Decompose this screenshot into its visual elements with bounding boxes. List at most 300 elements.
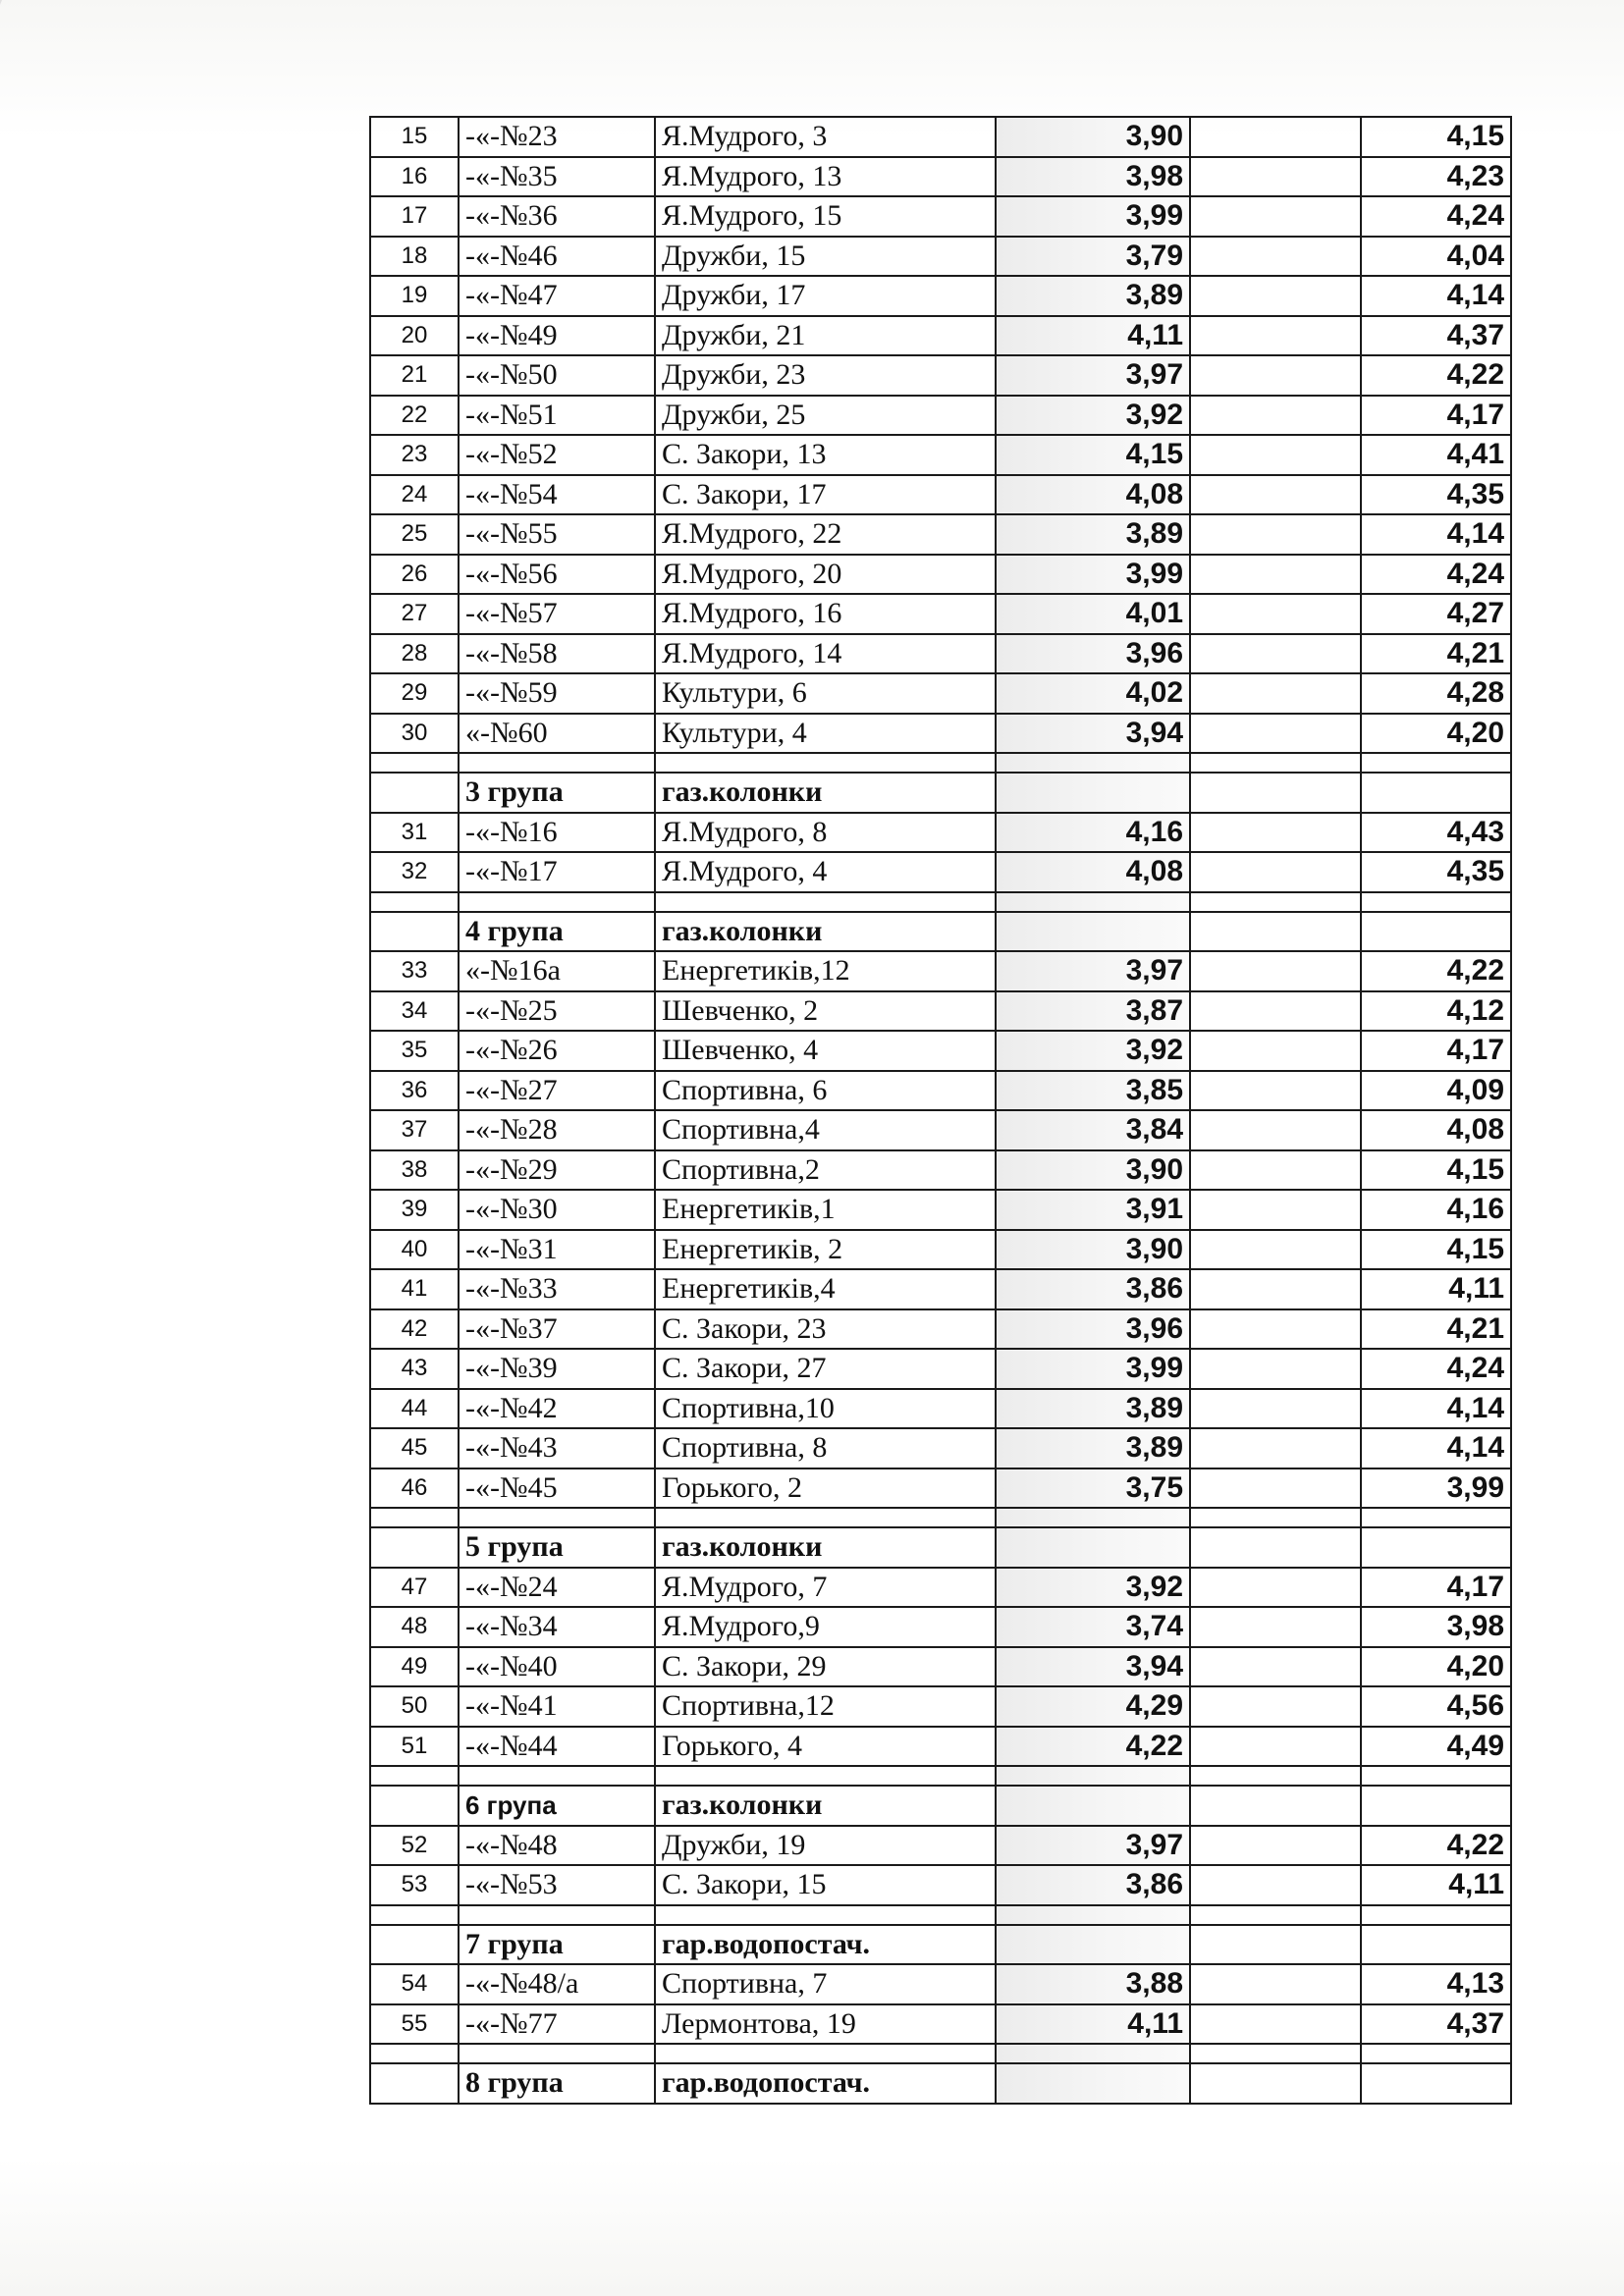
empty-cell xyxy=(1190,813,1361,853)
address: Я.Мудрого, 8 xyxy=(655,813,996,853)
table-row xyxy=(370,1309,1511,1350)
table-row xyxy=(370,1150,1511,1191)
tariff-value-2: 3,98 xyxy=(1361,1607,1511,1647)
tariff-value-2: 4,24 xyxy=(1361,555,1511,595)
empty-cell xyxy=(1361,773,1511,813)
tariff-value-1: 3,96 xyxy=(996,634,1190,674)
empty-cell xyxy=(1190,1527,1361,1568)
address: Спортивна,12 xyxy=(655,1686,996,1727)
object-ref: -«-№51 xyxy=(459,396,655,436)
empty-cell xyxy=(1361,2044,1511,2063)
tariff-value-1: 3,90 xyxy=(996,117,1190,157)
empty-cell xyxy=(370,2063,459,2104)
table-row xyxy=(370,1468,1511,1509)
empty-cell xyxy=(370,1766,459,1786)
tariff-value-1: 3,90 xyxy=(996,1230,1190,1270)
tariff-value-2: 4,24 xyxy=(1361,196,1511,237)
tariff-value-1: 3,74 xyxy=(996,1607,1190,1647)
empty-cell xyxy=(996,1527,1190,1568)
spacer-row xyxy=(370,1508,1511,1527)
row-number: 41 xyxy=(370,1269,459,1309)
address: Горького, 2 xyxy=(655,1468,996,1509)
tariff-value-2: 4,37 xyxy=(1361,316,1511,356)
empty-cell xyxy=(996,892,1190,912)
empty-cell xyxy=(1190,1568,1361,1608)
empty-cell xyxy=(1190,1786,1361,1826)
table-row xyxy=(370,1071,1511,1111)
empty-cell xyxy=(1190,1110,1361,1150)
group-title: 3 група xyxy=(459,773,655,813)
empty-cell xyxy=(1190,157,1361,197)
address: Дружби, 15 xyxy=(655,237,996,277)
group-type: газ.колонки xyxy=(655,1786,996,1826)
empty-cell xyxy=(996,1766,1190,1786)
table-row xyxy=(370,355,1511,396)
row-number: 30 xyxy=(370,714,459,754)
tariff-value-1: 4,16 xyxy=(996,813,1190,853)
object-ref: «-№16а xyxy=(459,951,655,991)
empty-cell xyxy=(1361,912,1511,952)
empty-cell xyxy=(996,2063,1190,2104)
row-number: 29 xyxy=(370,673,459,714)
tariff-value-1: 3,89 xyxy=(996,1428,1190,1468)
address: Спортивна,4 xyxy=(655,1110,996,1150)
address: Я.Мудрого, 3 xyxy=(655,117,996,157)
empty-cell xyxy=(1361,1786,1511,1826)
empty-cell xyxy=(459,1508,655,1527)
table-row xyxy=(370,991,1511,1032)
address: С. Закори, 17 xyxy=(655,475,996,515)
tariff-value-1: 3,98 xyxy=(996,157,1190,197)
spacer-row xyxy=(370,2044,1511,2063)
empty-cell xyxy=(655,753,996,773)
object-ref: -«-№26 xyxy=(459,1031,655,1071)
object-ref: -«-№59 xyxy=(459,673,655,714)
tariff-value-1: 3,84 xyxy=(996,1110,1190,1150)
tariff-value-1: 4,22 xyxy=(996,1727,1190,1767)
empty-cell xyxy=(1190,237,1361,277)
object-ref: -«-№55 xyxy=(459,514,655,555)
table-row xyxy=(370,951,1511,991)
empty-cell xyxy=(1190,2063,1361,2104)
empty-cell xyxy=(1190,1468,1361,1509)
address: Горького, 4 xyxy=(655,1727,996,1767)
empty-cell xyxy=(1190,316,1361,356)
address: Я.Мудрого, 15 xyxy=(655,196,996,237)
address: С. Закори, 29 xyxy=(655,1647,996,1687)
table-row xyxy=(370,276,1511,316)
tariff-value-2: 4,21 xyxy=(1361,634,1511,674)
tariff-value-2: 4,09 xyxy=(1361,1071,1511,1111)
tariff-value-1: 3,89 xyxy=(996,514,1190,555)
row-number: 47 xyxy=(370,1568,459,1608)
tariff-value-1: 3,85 xyxy=(996,1071,1190,1111)
empty-cell xyxy=(1190,1031,1361,1071)
empty-cell xyxy=(1190,276,1361,316)
table-row xyxy=(370,1031,1511,1071)
object-ref: -«-№33 xyxy=(459,1269,655,1309)
tariff-value-1: 3,94 xyxy=(996,1647,1190,1687)
tariff-value-2: 4,12 xyxy=(1361,991,1511,1032)
empty-cell xyxy=(370,773,459,813)
row-number: 40 xyxy=(370,1230,459,1270)
group-type: газ.колонки xyxy=(655,1527,996,1568)
empty-cell xyxy=(996,753,1190,773)
tariff-value-2: 4,23 xyxy=(1361,157,1511,197)
empty-cell xyxy=(1190,912,1361,952)
empty-cell xyxy=(1190,555,1361,595)
object-ref: -«-№52 xyxy=(459,435,655,475)
object-ref: -«-№37 xyxy=(459,1309,655,1350)
table-row xyxy=(370,1428,1511,1468)
tariff-value-1: 4,02 xyxy=(996,673,1190,714)
address: Культури, 6 xyxy=(655,673,996,714)
tariff-value-1: 4,11 xyxy=(996,2004,1190,2045)
table-row xyxy=(370,813,1511,853)
empty-cell xyxy=(1190,196,1361,237)
table-body xyxy=(370,117,1511,2104)
empty-cell xyxy=(1190,1727,1361,1767)
empty-cell xyxy=(370,912,459,952)
object-ref: -«-№29 xyxy=(459,1150,655,1191)
object-ref: -«-№35 xyxy=(459,157,655,197)
empty-cell xyxy=(1190,117,1361,157)
empty-cell xyxy=(1361,892,1511,912)
group-title: 7 група xyxy=(459,1925,655,1965)
row-number: 34 xyxy=(370,991,459,1032)
tariff-value-2: 4,41 xyxy=(1361,435,1511,475)
empty-cell xyxy=(996,912,1190,952)
address: С. Закори, 13 xyxy=(655,435,996,475)
tariff-value-2: 4,14 xyxy=(1361,276,1511,316)
table-row xyxy=(370,1607,1511,1647)
table-row xyxy=(370,316,1511,356)
address: Спортивна,2 xyxy=(655,1150,996,1191)
row-number: 26 xyxy=(370,555,459,595)
tariff-value-2: 4,17 xyxy=(1361,396,1511,436)
tariff-value-1: 3,97 xyxy=(996,1826,1190,1866)
empty-cell xyxy=(1190,753,1361,773)
address: Енергетиків,1 xyxy=(655,1190,996,1230)
table-row xyxy=(370,396,1511,436)
tariff-value-1: 3,89 xyxy=(996,276,1190,316)
group-type: газ.колонки xyxy=(655,912,996,952)
table-row xyxy=(370,714,1511,754)
object-ref: -«-№36 xyxy=(459,196,655,237)
address: Дружби, 17 xyxy=(655,276,996,316)
row-number: 37 xyxy=(370,1110,459,1150)
empty-cell xyxy=(370,1905,459,1925)
row-number: 39 xyxy=(370,1190,459,1230)
row-number: 21 xyxy=(370,355,459,396)
tariff-value-1: 4,08 xyxy=(996,475,1190,515)
group-header-row xyxy=(370,773,1511,813)
row-number: 17 xyxy=(370,196,459,237)
tariff-value-1: 3,86 xyxy=(996,1865,1190,1905)
tariff-value-1: 3,79 xyxy=(996,237,1190,277)
empty-cell xyxy=(1190,1686,1361,1727)
address: Я.Мудрого, 14 xyxy=(655,634,996,674)
table-row xyxy=(370,2004,1511,2045)
object-ref: -«-№28 xyxy=(459,1110,655,1150)
row-number: 46 xyxy=(370,1468,459,1509)
empty-cell xyxy=(1190,1766,1361,1786)
empty-cell xyxy=(996,1905,1190,1925)
empty-cell xyxy=(1190,1269,1361,1309)
object-ref: -«-№48/а xyxy=(459,1964,655,2004)
tariff-value-1: 3,97 xyxy=(996,355,1190,396)
object-ref: -«-№50 xyxy=(459,355,655,396)
empty-cell xyxy=(1190,1071,1361,1111)
address: С. Закори, 27 xyxy=(655,1349,996,1389)
empty-cell xyxy=(459,892,655,912)
address: Я.Мудрого, 16 xyxy=(655,594,996,634)
empty-cell xyxy=(1190,1647,1361,1687)
tariff-value-2: 4,15 xyxy=(1361,1150,1511,1191)
object-ref: -«-№49 xyxy=(459,316,655,356)
table-row xyxy=(370,594,1511,634)
empty-cell xyxy=(1190,514,1361,555)
row-number: 28 xyxy=(370,634,459,674)
empty-cell xyxy=(1190,673,1361,714)
empty-cell xyxy=(1190,892,1361,912)
empty-cell xyxy=(996,1508,1190,1527)
address: Енергетиків, 2 xyxy=(655,1230,996,1270)
empty-cell xyxy=(1190,2004,1361,2045)
empty-cell xyxy=(1361,2063,1511,2104)
tariff-value-2: 4,35 xyxy=(1361,475,1511,515)
table-row xyxy=(370,475,1511,515)
row-number: 50 xyxy=(370,1686,459,1727)
tariff-value-2: 4,14 xyxy=(1361,1428,1511,1468)
address: С. Закори, 23 xyxy=(655,1309,996,1350)
address: Енергетиків,12 xyxy=(655,951,996,991)
tariff-table xyxy=(369,116,1512,2105)
row-number: 53 xyxy=(370,1865,459,1905)
spacer-row xyxy=(370,753,1511,773)
tariff-value-2: 4,22 xyxy=(1361,1826,1511,1866)
empty-cell xyxy=(1190,1865,1361,1905)
row-number: 36 xyxy=(370,1071,459,1111)
table-row xyxy=(370,1686,1511,1727)
tariff-value-1: 3,96 xyxy=(996,1309,1190,1350)
tariff-value-2: 4,17 xyxy=(1361,1031,1511,1071)
object-ref: -«-№43 xyxy=(459,1428,655,1468)
row-number: 16 xyxy=(370,157,459,197)
row-number: 32 xyxy=(370,852,459,892)
tariff-value-2: 4,35 xyxy=(1361,852,1511,892)
tariff-value-2: 4,20 xyxy=(1361,714,1511,754)
row-number: 44 xyxy=(370,1389,459,1429)
tariff-value-2: 4,27 xyxy=(1361,594,1511,634)
object-ref: -«-№27 xyxy=(459,1071,655,1111)
empty-cell xyxy=(1361,753,1511,773)
tariff-value-2: 4,49 xyxy=(1361,1727,1511,1767)
address: Я.Мудрого, 22 xyxy=(655,514,996,555)
empty-cell xyxy=(1361,1925,1511,1965)
empty-cell xyxy=(996,1786,1190,1826)
group-header-row xyxy=(370,2063,1511,2104)
row-number: 15 xyxy=(370,117,459,157)
tariff-value-2: 4,14 xyxy=(1361,514,1511,555)
object-ref: -«-№16 xyxy=(459,813,655,853)
tariff-value-1: 3,90 xyxy=(996,1150,1190,1191)
empty-cell xyxy=(1190,1905,1361,1925)
empty-cell xyxy=(996,773,1190,813)
spacer-row xyxy=(370,1905,1511,1925)
empty-cell xyxy=(655,1508,996,1527)
group-type: гар.водопостач. xyxy=(655,1925,996,1965)
address: Дружби, 19 xyxy=(655,1826,996,1866)
object-ref: «-№60 xyxy=(459,714,655,754)
object-ref: -«-№54 xyxy=(459,475,655,515)
empty-cell xyxy=(1190,396,1361,436)
row-number: 24 xyxy=(370,475,459,515)
row-number: 43 xyxy=(370,1349,459,1389)
empty-cell xyxy=(370,753,459,773)
table-row xyxy=(370,196,1511,237)
row-number: 48 xyxy=(370,1607,459,1647)
empty-cell xyxy=(459,1905,655,1925)
table-row xyxy=(370,673,1511,714)
object-ref: -«-№34 xyxy=(459,1607,655,1647)
row-number: 19 xyxy=(370,276,459,316)
tariff-value-2: 4,28 xyxy=(1361,673,1511,714)
tariff-value-1: 3,92 xyxy=(996,396,1190,436)
tariff-value-1: 4,01 xyxy=(996,594,1190,634)
empty-cell xyxy=(1190,1230,1361,1270)
address: Спортивна, 6 xyxy=(655,1071,996,1111)
object-ref: -«-№24 xyxy=(459,1568,655,1608)
address: С. Закори, 15 xyxy=(655,1865,996,1905)
object-ref: -«-№25 xyxy=(459,991,655,1032)
tariff-value-1: 3,88 xyxy=(996,1964,1190,2004)
object-ref: -«-№57 xyxy=(459,594,655,634)
table-row xyxy=(370,1230,1511,1270)
table-row xyxy=(370,435,1511,475)
address: Шевченко, 2 xyxy=(655,991,996,1032)
empty-cell xyxy=(370,1925,459,1965)
empty-cell xyxy=(655,1766,996,1786)
tariff-value-2: 4,08 xyxy=(1361,1110,1511,1150)
row-number: 23 xyxy=(370,435,459,475)
row-number: 49 xyxy=(370,1647,459,1687)
row-number: 42 xyxy=(370,1309,459,1350)
object-ref: -«-№45 xyxy=(459,1468,655,1509)
address: Я.Мудрого, 4 xyxy=(655,852,996,892)
table-row xyxy=(370,555,1511,595)
empty-cell xyxy=(1190,714,1361,754)
object-ref: -«-№58 xyxy=(459,634,655,674)
empty-cell xyxy=(370,2044,459,2063)
empty-cell xyxy=(1190,951,1361,991)
spacer-row xyxy=(370,892,1511,912)
row-number: 52 xyxy=(370,1826,459,1866)
table-row xyxy=(370,237,1511,277)
table-row xyxy=(370,1110,1511,1150)
tariff-value-2: 3,99 xyxy=(1361,1468,1511,1509)
tariff-value-1: 3,87 xyxy=(996,991,1190,1032)
tariff-value-1: 3,99 xyxy=(996,1349,1190,1389)
object-ref: -«-№56 xyxy=(459,555,655,595)
row-number: 27 xyxy=(370,594,459,634)
table-row xyxy=(370,1190,1511,1230)
group-header-row xyxy=(370,1786,1511,1826)
table-row xyxy=(370,1269,1511,1309)
empty-cell xyxy=(655,2044,996,2063)
address: Дружби, 21 xyxy=(655,316,996,356)
tariff-value-2: 4,15 xyxy=(1361,117,1511,157)
empty-cell xyxy=(370,1786,459,1826)
row-number: 54 xyxy=(370,1964,459,2004)
tariff-value-1: 3,86 xyxy=(996,1269,1190,1309)
tariff-value-2: 4,22 xyxy=(1361,355,1511,396)
table-row xyxy=(370,1865,1511,1905)
address: Дружби, 23 xyxy=(655,355,996,396)
empty-cell xyxy=(1190,1925,1361,1965)
row-number: 38 xyxy=(370,1150,459,1191)
empty-cell xyxy=(459,753,655,773)
address: Культури, 4 xyxy=(655,714,996,754)
tariff-value-2: 4,14 xyxy=(1361,1389,1511,1429)
tariff-value-1: 4,15 xyxy=(996,435,1190,475)
object-ref: -«-№31 xyxy=(459,1230,655,1270)
row-number: 25 xyxy=(370,514,459,555)
table-row xyxy=(370,1647,1511,1687)
table-row xyxy=(370,1568,1511,1608)
table-row xyxy=(370,852,1511,892)
empty-cell xyxy=(370,892,459,912)
empty-cell xyxy=(459,1766,655,1786)
empty-cell xyxy=(1190,634,1361,674)
tariff-value-2: 4,22 xyxy=(1361,951,1511,991)
tariff-value-2: 4,11 xyxy=(1361,1269,1511,1309)
empty-cell xyxy=(1361,1527,1511,1568)
table-row xyxy=(370,634,1511,674)
address: Спортивна, 8 xyxy=(655,1428,996,1468)
table-row xyxy=(370,1964,1511,2004)
address: Я.Мудрого, 13 xyxy=(655,157,996,197)
address: Дружби, 25 xyxy=(655,396,996,436)
tariff-value-1: 3,92 xyxy=(996,1568,1190,1608)
row-number: 18 xyxy=(370,237,459,277)
address: Спортивна, 7 xyxy=(655,1964,996,2004)
tariff-value-2: 4,16 xyxy=(1361,1190,1511,1230)
address: Лермонтова, 19 xyxy=(655,2004,996,2045)
table-row xyxy=(370,1727,1511,1767)
empty-cell xyxy=(1190,773,1361,813)
empty-cell xyxy=(1190,2044,1361,2063)
group-title: 6 група xyxy=(459,1786,655,1826)
tariff-value-2: 4,43 xyxy=(1361,813,1511,853)
empty-cell xyxy=(1190,594,1361,634)
table-row xyxy=(370,1826,1511,1866)
group-header-row xyxy=(370,912,1511,952)
empty-cell xyxy=(1190,852,1361,892)
empty-cell xyxy=(1190,1349,1361,1389)
row-number: 31 xyxy=(370,813,459,853)
tariff-value-2: 4,17 xyxy=(1361,1568,1511,1608)
address: Я.Мудрого,9 xyxy=(655,1607,996,1647)
row-number: 20 xyxy=(370,316,459,356)
object-ref: -«-№39 xyxy=(459,1349,655,1389)
address: Я.Мудрого, 7 xyxy=(655,1568,996,1608)
tariff-value-1: 4,29 xyxy=(996,1686,1190,1727)
row-number: 51 xyxy=(370,1727,459,1767)
group-title: 8 група xyxy=(459,2063,655,2104)
tariff-value-1: 3,99 xyxy=(996,555,1190,595)
address: Спортивна,10 xyxy=(655,1389,996,1429)
